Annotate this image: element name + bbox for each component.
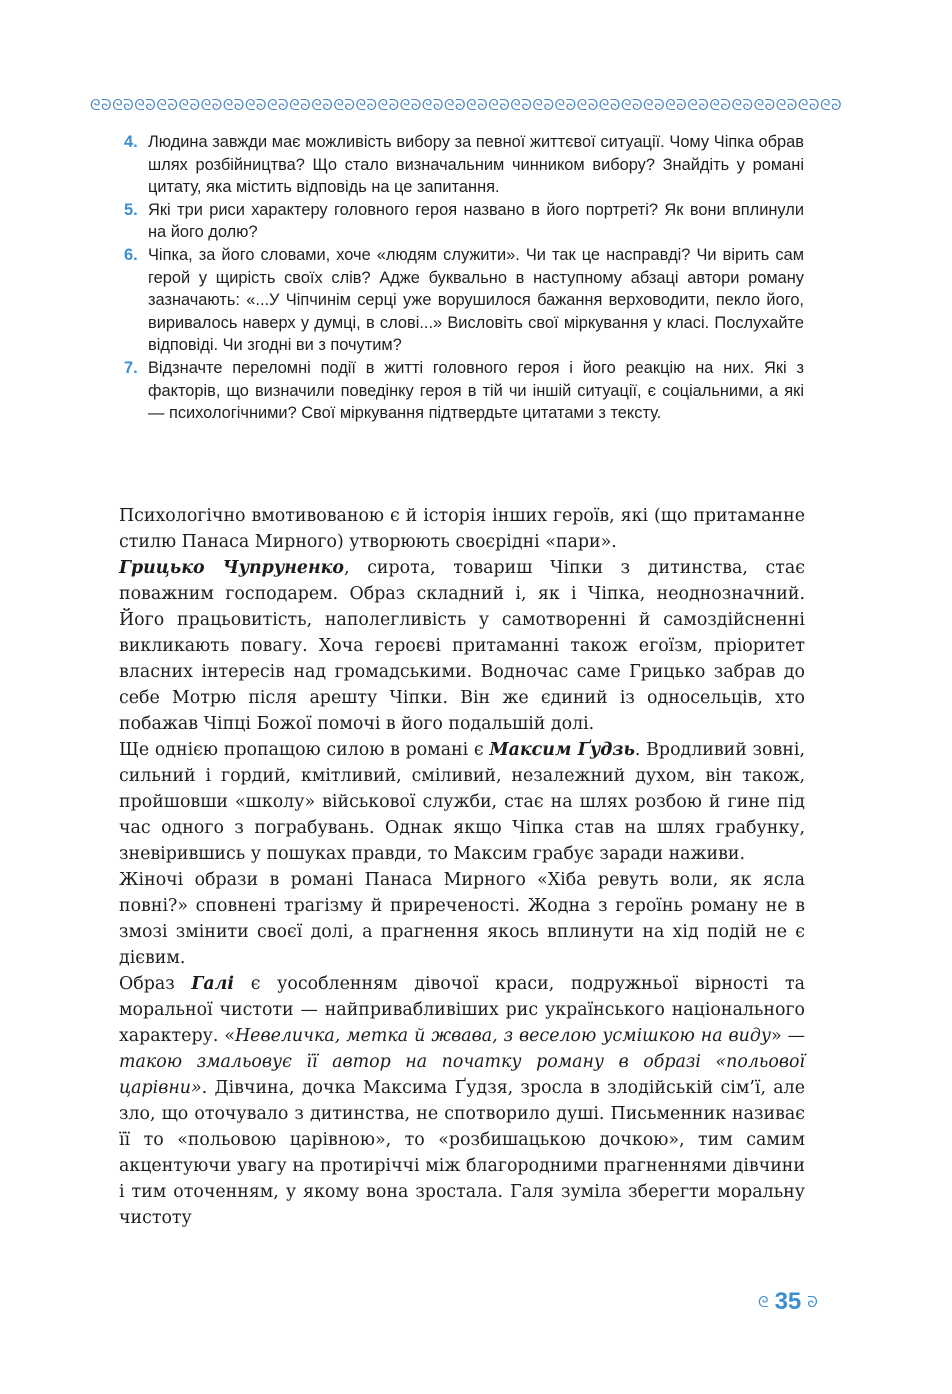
paragraph [119, 503, 805, 555]
question-number: 4. [124, 133, 138, 151]
paragraph [119, 867, 805, 971]
paragraph [119, 555, 805, 737]
question-text: Чіпка, за його словами, хоче «людям служити». Чи так це насправді? Чи вірить сам герой у щирість своїх слів? Адже буквально в наступному абзаці автори роману зазначають: «...У Чіпчинім серці уже ворушилося бажання верховодити, пекло його, виривалось наверх у думці, в слові...» Висловіть свої міркування у класі. Послухайте відповіді. Чи згодні ви з почутим? [148, 245, 804, 355]
questions-list [124, 131, 804, 425]
question-item [124, 131, 804, 199]
character-name: Грицько Чупруненко [119, 558, 345, 578]
paragraph-text: є уособленням дівочої краси, подружньої вірності та моральної чистоти — найпривабливіших рис українського національного характеру. « [119, 974, 805, 1046]
paragraph-text: , сирота, товариш Чіпки з дитинства, стає поважним господарем. Образ складний і, як і Чіпка, неоднозначний. Його працьовитість, наполегливість у самотворенні й самоздійсненні викликають повагу. Хоча героєві притаманні також егоїзм, пріоритет власних інтересів над громадськими. Водночас саме Грицько забрав до себе Мотрю після арешту Чіпки. Він же єдиний із односельців, хто побажав Чіпці Божої помочі в його подальшій долі. [119, 558, 806, 734]
ornament-right-icon: ᘐ [807, 1293, 818, 1311]
question-text: Відзначте переломні події в житті головного героя і його реакцію на них. Які з факторів, що визначили поведінку героя в тій чи іншій ситуації, є соціальними, а які — психологічними? Свої міркування підтвердьте цитатами з тексту. [148, 358, 804, 423]
paragraph-text: Образ [119, 974, 192, 994]
body-text [119, 503, 805, 1231]
question-text: Які три риси характеру головного героя названо в його портреті? Як вони вплинули на його долю? [148, 200, 804, 242]
question-text: Людина завжди має можливість вибору за певної життєвої ситуації. Чому Чіпка обрав шлях розбійництва? Що стало визначальним чинником вибору? Знайдіть у романі цитату, яка містить відповідь на це запитання. [148, 133, 804, 197]
character-name: Галі [191, 974, 235, 994]
paragraph [119, 971, 805, 1231]
question-number: 5. [124, 200, 138, 219]
question-number: 7. [124, 358, 138, 377]
paragraph-text: Жіночі образи в романі Панаса Мирного «Хіба ревуть воли, як ясла повні?» сповнені трагізму й приреченості. Жодна з героїнь роману не в змозі змінити своєї долі, а прагнення якось вплинути на хід подій не є дієвим. [119, 870, 805, 968]
page-number-block [758, 1288, 858, 1316]
decorative-border: ᘓᘐᘓᘐᘓᘐᘓᘐᘓᘐᘓᘐᘓᘐᘓᘐᘓᘐᘓᘐᘓᘐᘓᘐᘓᘐᘓᘐᘓᘐᘓᘐᘓᘐᘓᘐᘓᘐᘓᘐᘓᘐᘓᘐᘓᘐᘓᘐᘓᘐᘓᘐᘓᘐᘓᘐᘓᘐᘓᘐᘓᘐᘓᘐᘓᘐᘓᘐ [90, 96, 843, 114]
ornament-left-icon: ᘓ [758, 1293, 769, 1311]
paragraph [119, 737, 805, 867]
paragraph-text: Психологічно вмотивованою є й історія інших героїв, які (що притаманне стилю Панаса Мирного) утворюють своєрідні «пари». [119, 506, 805, 552]
question-item [124, 357, 804, 425]
italic-phrase: такою змальовує її автор на початку роману в образі «польової царівни» [119, 1052, 805, 1098]
question-item [124, 244, 804, 357]
question-item [124, 199, 804, 244]
paragraph-text: Ще однією пропащою силою в романі є [119, 740, 490, 760]
paragraph-text: . Дівчина, дочка Максима Ґудзя, зросла в злодійській сім’ї, але зло, що оточувало з дитинства, не спотворило душі. Письменник називає її то «польовою царівною», то «розбишацькою дочкою», тим самим акцентуючи увагу на протиріччі між благородними прагненнями дівчини і тим оточенням, у якому вона зростала. Галя зуміла зберегти моральну чистоту [119, 1078, 805, 1228]
question-number: 6. [124, 245, 138, 264]
paragraph-text: » — [770, 1026, 805, 1046]
quotation: Невеличка, метка й жвава, з веселою усмішкою на виду [234, 1026, 771, 1046]
page-number: 35 [774, 1288, 802, 1315]
character-name: Максим Ґудзь [489, 740, 635, 760]
paragraph-text: . Вродливий зовні, сильний і гордий, кмітливий, сміливий, незалежний духом, він також, пройшовши «школу» військової служби, стає на шлях розбою й гине під час одного з пограбувань. Однак якщо Чіпка став на шлях грабунку, зневірившись у пошуках правди, то Максим грабує заради наживи. [119, 740, 805, 864]
